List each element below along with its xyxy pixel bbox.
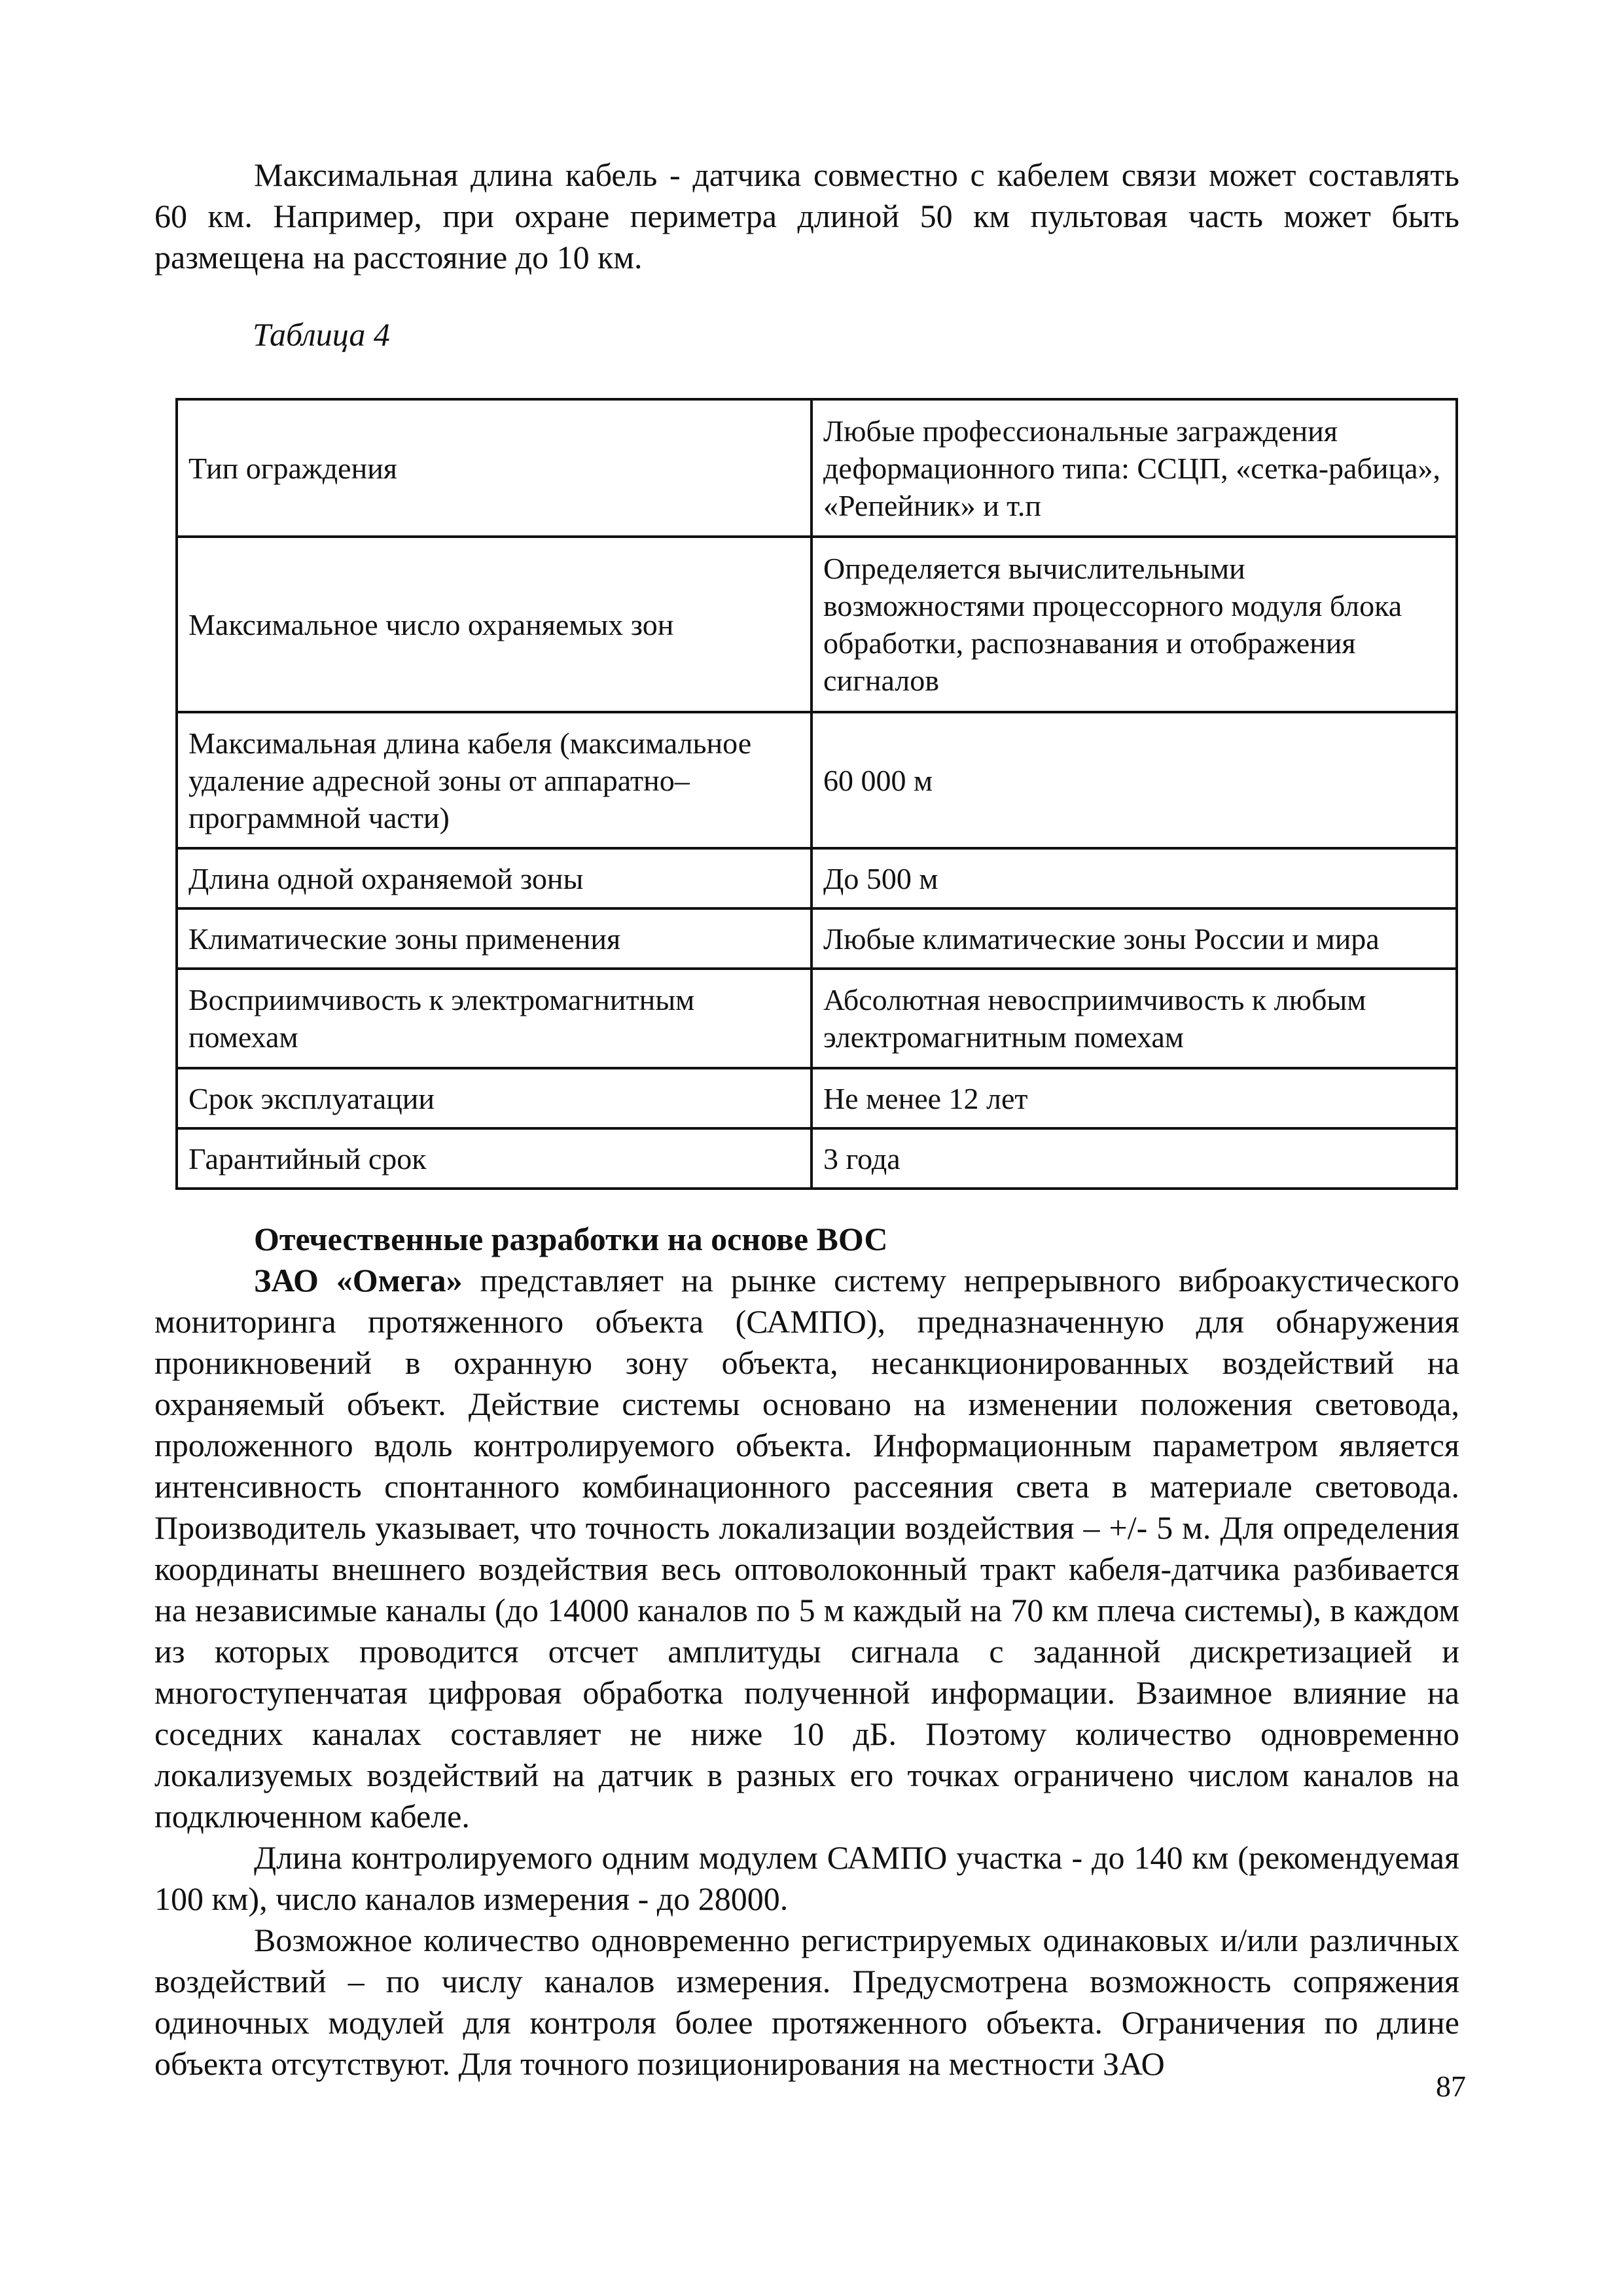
table-cell-value: 60 000 м [812,712,1457,848]
section-block [154,1219,1459,2085]
table-cell-param: Восприимчивость к электромагнитным помехам [177,969,812,1068]
table-row [177,969,1457,1068]
table-cell-value: Любые профессиональные заграждения деформационного типа: ССЦП, «сетка-рабица», «Репейник» и т.п [812,399,1457,537]
table-cell-param: Гарантийный срок [177,1128,812,1189]
section-paragraph-2: Длина контролируемого одним модулем САМПО участка - до 140 км (рекомендуемая 100 км), число каналов измерения - до 28000. [154,1839,1459,1917]
table-cell-value: 3 года [812,1128,1457,1189]
table-row [177,908,1457,969]
section-paragraph-3: Возможное количество одновременно регистрируемых одинаковых и/или различных воздействий – по числу каналов измерения. Предусмотрена возможность сопряжения одиночных модулей для контроля более протяженного объекта. Ограничения по длине объекта отсутствуют. Для точного позиционирования на местности ЗАО [154,1922,1459,2082]
table-cell-param: Длина одной охраняемой зоны [177,848,812,908]
table-row [177,399,1457,537]
table-cell-param: Максимальное число охраняемых зон [177,537,812,712]
table-cell-param: Тип ограждения [177,399,812,537]
table-row [177,848,1457,908]
section-heading: Отечественные разработки на основе ВОС [254,1221,888,1257]
intro-paragraph: Максимальная длина кабель - датчика совместно с кабелем связи может составлять 60 км. Например, при охране периметра длиной 50 км пультовая часть может быть размещена на расстояние до 10 км. [154,156,1459,276]
table-cell-value: Любые климатические зоны России и мира [812,908,1457,969]
table-row [177,1128,1457,1189]
table-cell-value: Абсолютная невосприимчивость к любым электромагнитным помехам [812,969,1457,1068]
intro-paragraph-block [154,154,1459,278]
table-cell-param: Срок эксплуатации [177,1068,812,1128]
section-paragraph-1 [154,1260,1459,1837]
table-row [177,1068,1457,1128]
table-cell-param: Максимальная длина кабеля (максимальное удаление адресной зоны от аппаратно–программной части) [177,712,812,848]
table-cell-value: Не менее 12 лет [812,1068,1457,1128]
table-cell-param: Климатические зоны применения [177,908,812,969]
table-row [177,712,1457,848]
paragraph-text: представляет на рынке систему непрерывного виброакустического мониторинга протяженного объекта (САМПО), предназначенную для обнаружения проникновений в охранную зону объекта, несанкционированных воздействий на охраняемый объект. Действие системы основано на изменении положения световода, проложенного вдоль контролируемого объекта. Информационным параметром является интенсивность спонтанного комбинационного рассеяния света в материале световода. Производитель указывает, что точность локализации воздействия – +/- 5 м. Для определения координаты внешнего воздействия весь оптоволоконный тракт кабеля-датчика разбивается на независимые каналы (до 14000 каналов по 5 м каждый на 70 км плеча системы), в каждом из которых проводится отсчет амплитуды сигнала с заданной дискретизацией и многоступенчатая цифровая обработка полученной информации. Взаимное влияние на соседних каналах составляет не ниже 10 дБ. Поэтому количество одновременно локализуемых воздействий на датчик в разных его точках ограничено числом каналов на подключенном кабеле. [154,1262,1460,1835]
table-cell-value: До 500 м [812,848,1457,908]
specification-table [175,398,1458,1190]
table-cell-value: Определяется вычислительными возможностями процессорного модуля блока обработки, распознавания и отображения сигналов [812,537,1457,712]
page-number: 87 [1436,2070,1466,2103]
company-name: ЗАО «Омега» [254,1262,463,1299]
table-row [177,537,1457,712]
table-caption: Таблица 4 [253,316,390,353]
